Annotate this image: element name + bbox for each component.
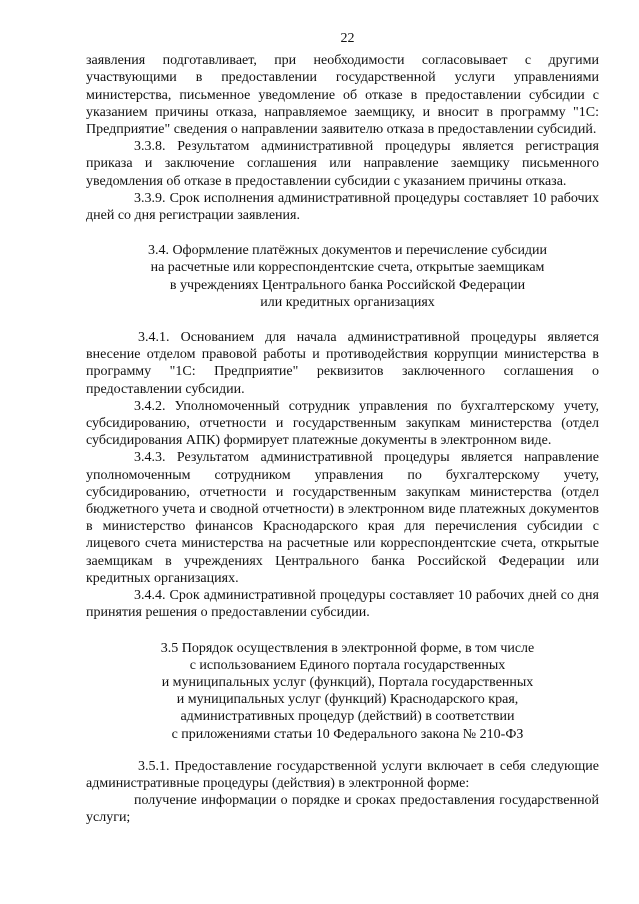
paragraph-3-4-2: 3.4.2. Уполномоченный сотрудник управления по бухгалтерскому учету, субсидированию, отчетности и государственным закупкам министерства (отдел субсидирования АПК) формирует платежные документы в электронном виде.	[86, 398, 599, 449]
paragraph-3-4-3: 3.4.3. Результатом административной процедуры является направление уполномоченным сотрудником управления по бухгалтерскому учету, субсидированию, отчетности и государственным закупкам министерства (отдел бюджетного учета и сводной отчетности) в электронном виде платежных документов в министерство финансов Краснодарского края для перечисления субсидии с лицевого счета министерства на расчетные или корреспондентские счета, открытые заемщикам в учреждениях Центрального банка Российской Федерации или кредитных организациях.	[86, 450, 599, 586]
heading-line: на расчетные или корреспондентские счета, открытые заемщикам	[150, 260, 545, 276]
paragraph-3-4-1: 3.4.1. Основанием для начала административной процедуры является внесение отделом правовой работы и противодействия коррупции министерства в программу "1С: Предприятие" реквизитов заключенного соглашения о предоставлении субсидии.	[86, 330, 599, 397]
paragraph-list-item: получение информации о порядке и сроках предоставления государственной услуги;	[86, 793, 599, 826]
heading-line: или кредитных организациях	[260, 294, 435, 310]
section-heading-3-5	[86, 640, 599, 743]
heading-line: 3.5 Порядок осуществления в электронной форме, в том числе	[160, 640, 535, 656]
heading-line: с использованием Единого портала государственных	[189, 657, 506, 673]
paragraph-3-4-4: 3.4.4. Срок административной процедуры составляет 10 рабочих дней со дня принятия решения о предоставлении субсидии.	[86, 588, 599, 621]
paragraph-3-3-9: 3.3.9. Срок исполнения административной процедуры составляет 10 рабочих дней со дня регистрации заявления.	[86, 190, 599, 224]
heading-line: и муниципальных услуг (функций), Портала государственных	[161, 674, 534, 690]
heading-line: с приложениями статьи 10 Федерального закона № 210-ФЗ	[171, 726, 524, 742]
paragraph-3-3-8: 3.3.8. Результатом административной процедуры является регистрация приказа и заключение соглашения или направление заемщику письменного уведомления об отказе в предоставлении субсидии с указанием причины отказа.	[86, 139, 599, 189]
heading-line: административных процедур (действий) в соответствии	[180, 709, 515, 725]
page-number: 22	[340, 31, 355, 46]
paragraph-continuation: заявления подготавливает, при необходимости согласовывает с другими участвующими в предоставлении государственной услуги управлениями министерства, письменное уведомление об отказе в предоставлении субсидии с указанием причины отказа, направляемое заемщику, и вносит в программу "1С: Предприятие" сведения о направлении заявителю отказа в предоставлении субсидий.	[86, 53, 599, 138]
paragraph-3-5-1: 3.5.1. Предоставление государственной услуги включает в себя следующие административные процедуры (действия) в электронной форме:	[86, 758, 599, 791]
section-heading-3-4	[86, 242, 599, 311]
heading-line: и муниципальных услуг (функций) Краснодарского края,	[176, 692, 519, 708]
heading-line: 3.4. Оформление платёжных документов и перечисление субсидии	[147, 243, 548, 259]
heading-line: в учреждениях Центрального банка Российской Федерации	[169, 277, 526, 293]
